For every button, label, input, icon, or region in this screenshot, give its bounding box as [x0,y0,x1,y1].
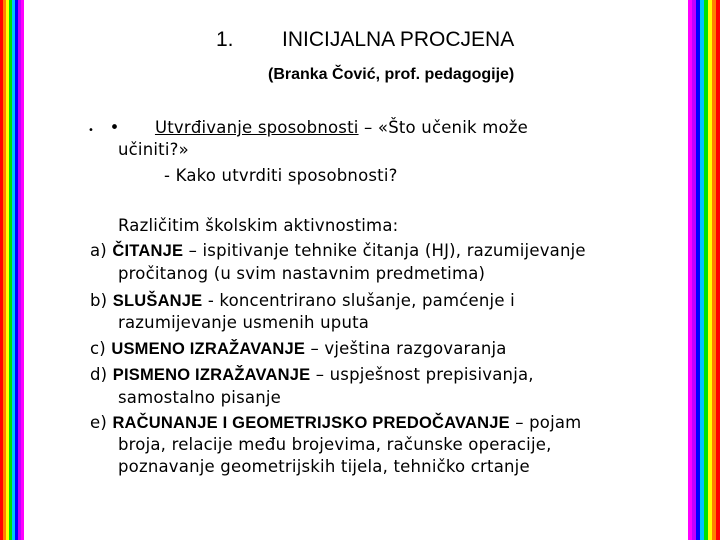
item-text: – uspješnost prepisivanja, [310,365,534,384]
item-text: - koncentrirano slušanje, pamćenje i [202,291,515,310]
intro-text: Različitim školskim aktivnostima: [118,216,399,235]
list-item-e-cont-2: poznavanje geometrijskih tijela, tehničko crtanje [118,457,530,476]
item-prefix: d) [90,365,113,384]
bullet-line [88,118,528,137]
list-item-a-cont: pročitanog (u svim nastavnim predmetima) [118,264,486,283]
bullet-heading: Utvrđivanje sposobnosti [154,118,359,137]
item-text: – ispitivanje tehnike čitanja (HJ), razumijevanje [183,241,586,260]
item-heading: PISMENO IZRAŽAVANJE [112,366,311,384]
item-prefix: a) [90,241,113,260]
item-heading: RAČUNANJE I GEOMETRIJSKO PREDOČAVANJE [112,414,510,432]
list-item-e [90,413,581,433]
item-prefix: c) [90,339,112,358]
title-text: INICIJALNA PROCJENA [282,28,515,51]
title-number: 1. [216,28,234,51]
outer-bullet: • [88,125,95,136]
item-prefix: e) [90,413,113,432]
slide-subtitle: (Branka Čović, prof. pedagogije) [268,66,515,83]
left-rainbow-border [0,0,24,540]
list-item-b [90,291,515,311]
list-item-e-cont-1: broja, relacije među brojevima, računske operacije, [118,435,552,454]
list-item-b-cont: razumijevanje usmenih uputa [118,313,370,332]
bullet-sub-item: - Kako utvrditi sposobnosti? [164,166,398,185]
list-item-c [90,339,507,359]
item-prefix: b) [90,291,113,310]
list-item-d-cont: samostalno pisanje [118,388,281,407]
bullet-rest: – «Što učenik može [358,118,528,137]
item-heading: ČITANJE [112,242,184,260]
item-heading: USMENO IZRAŽAVANJE [111,340,306,358]
inner-bullet: • [109,118,120,137]
right-rainbow-border [688,0,720,540]
item-text: – pojam [509,413,582,432]
bullet-continuation: učiniti?» [118,140,189,159]
list-item-a [90,241,586,261]
list-item-d [90,365,534,385]
item-text: – vještina razgovaranja [305,339,507,358]
item-heading: SLUŠANJE [112,292,203,310]
